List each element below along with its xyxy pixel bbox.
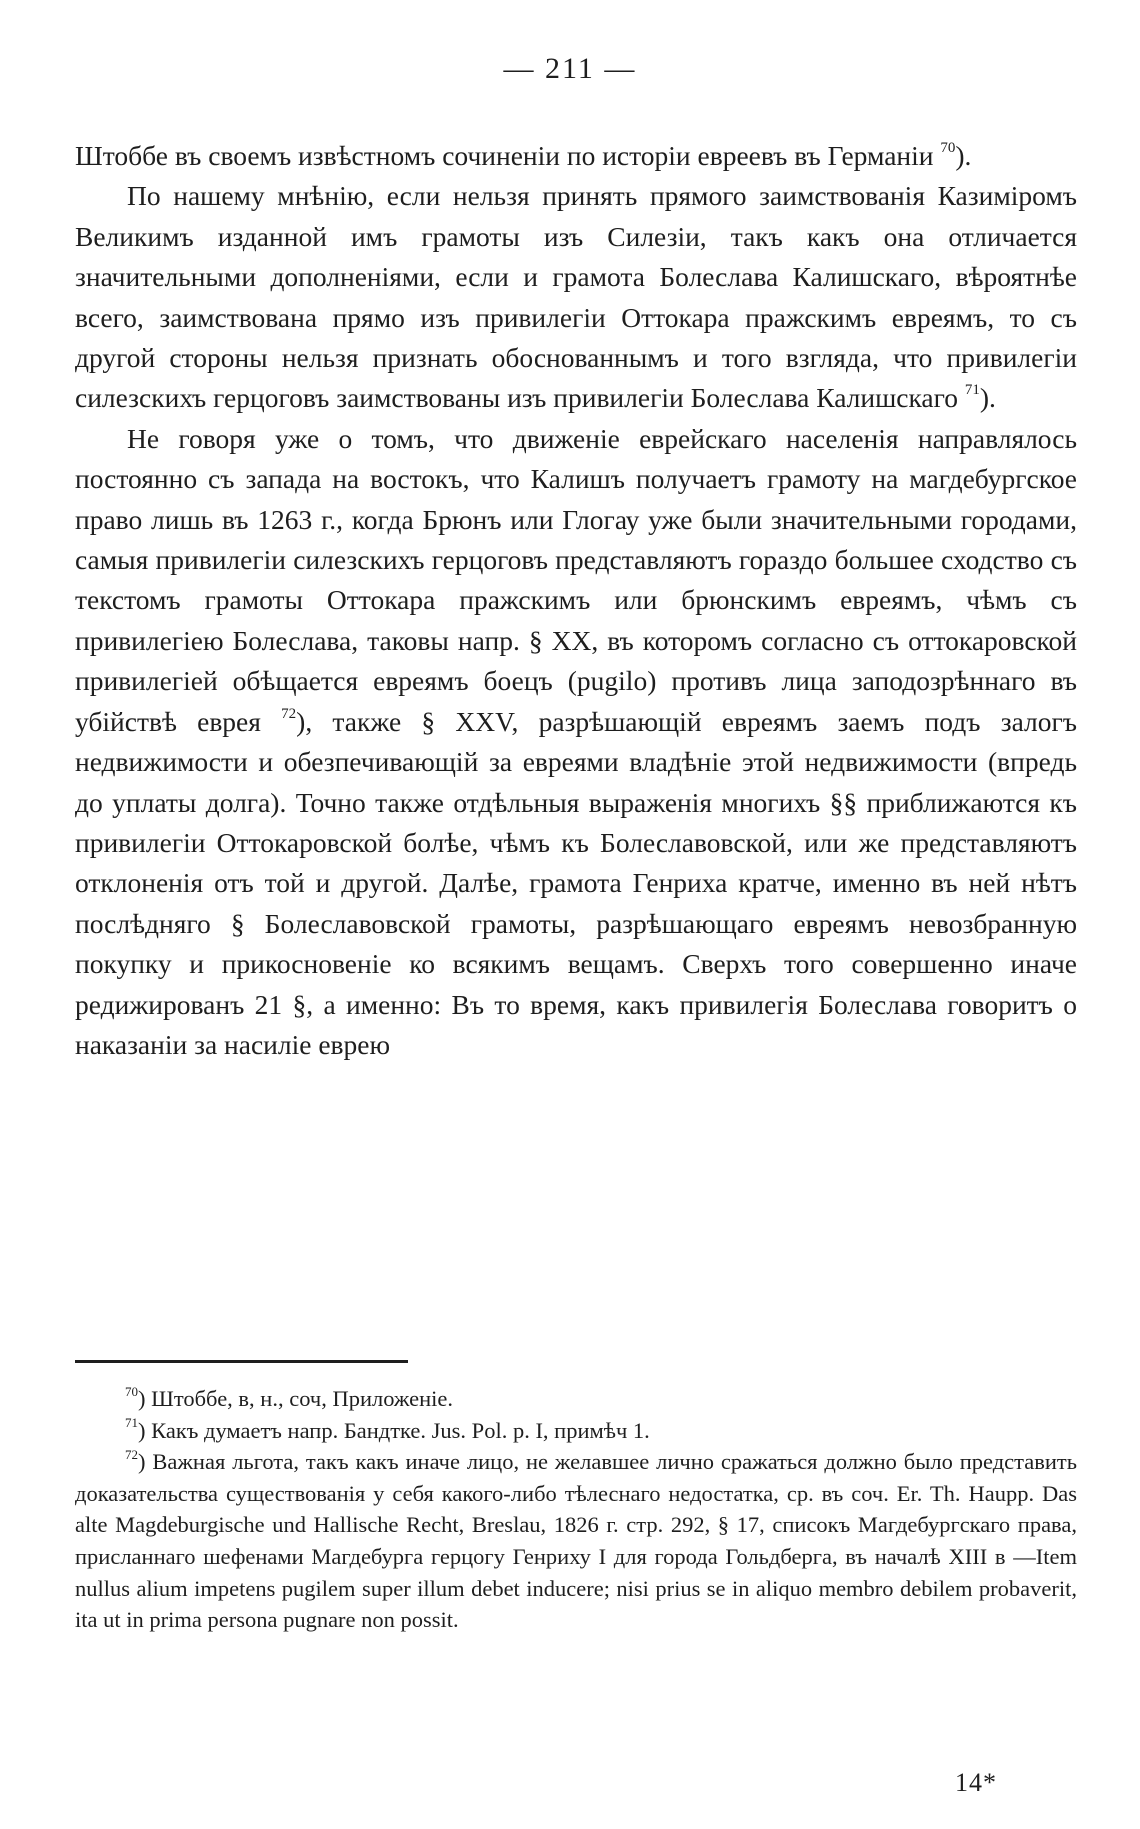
- footnotes: [75, 1383, 1077, 1636]
- paragraph-3-text: Не говоря уже о томъ, что движеніе еврейскаго населенія направлялось постоянно съ запада на востокъ, что Калишъ получаетъ грамоту на магдебургское право лишь въ 1263 г., когда Брюнъ или Глогау уже были значительными городами, самыя привилегіи силезскихъ герцоговъ представляютъ гораздо большее сходство съ текстомъ грамоты Оттокара пражскимъ или брюнскимъ евреямъ, чѣмъ съ привилегіею Болеслава, таковы напр. § XX, въ которомъ согласно съ оттокаровской привилегіей обѣщается евреямъ боецъ (pugilo) противъ лица заподозрѣннаго въ убійствѣ еврея: [75, 422, 1077, 737]
- footnote-71: [75, 1415, 1077, 1447]
- paragraph-1: [75, 136, 1077, 176]
- paragraph-2-end: ).: [979, 382, 996, 414]
- signature-mark: 14*: [955, 1768, 997, 1797]
- page-number: — 211 —: [503, 52, 637, 85]
- main-text: [75, 136, 1077, 1065]
- footnote-separator: [75, 1360, 408, 1363]
- footnote-ref-72: 72: [281, 705, 297, 722]
- footnote-72: [75, 1446, 1077, 1636]
- footnote-ref-71: 71: [964, 382, 980, 399]
- footnote-text: ) Штоббе, в, н., соч, Приложеніе.: [138, 1386, 454, 1411]
- paragraph-2-text: По нашему мнѣнію, если нельзя принять прямого заимствованія Казиміромъ Великимъ изданной имъ грамоты изъ Силезіи, такъ какъ она отличается значительными дополненіями, если и грамота Болеслава Калишскаго, вѣроятнѣе всего, заимствована прямо изъ привилегіи Оттокара пражскимъ евреямъ, то съ другой стороны нельзя признать обоснованнымъ и того взгляда, что привилегіи силезскихъ герцоговъ заимствованы изъ привилегіи Болеслава Калишскаго: [75, 180, 1077, 414]
- footnote-ref-70: 70: [940, 139, 956, 156]
- paragraph-3: [75, 419, 1077, 1066]
- footnote-text: ) Какъ думаетъ напр. Бандтке. Jus. Pol. p. I, примѣч 1.: [138, 1417, 650, 1443]
- paragraph-3-continuation: ), также § XXV, разрѣшающій евреямъ заемъ подъ залогъ недвижимости и обезпечивающій за евреями владѣніе этой недвижимости (впредь до уплаты долга). Точно также отдѣльныя выраженія многихъ §§ приближаются къ привилегіи Оттокаровской болѣе, чѣмъ къ Болеславовской, или же представляютъ отклоненія отъ той и другой. Далѣе, грамота Генриха кратче, именно въ ней нѣтъ послѣдняго § Болеславовской грамоты, разрѣшающаго евреямъ невозбранную покупку и прикосновеніе ко всякимъ вещамъ. Сверхъ того совершенно иначе редижированъ 21 §, а именно: Въ то время, какъ привилегія Болеслава говоритъ о наказаніи за насиліе еврею: [75, 705, 1077, 1060]
- footnote-mark: 71: [125, 1415, 138, 1431]
- footnote-mark: 70: [125, 1383, 138, 1399]
- footnote-text: ) Важная льгота, такъ какъ иначе лицо, не желавшее лично сражаться должно было представить доказательства существованія у себя какого-либо тѣлеснаго недостатка, ср. въ соч. Er. Th. Haupp. Das alte Magdeburgische und Hallische Recht, Breslau, 1826 г. стр. 292, § 17, списокъ Магдебургскаго права, присланнаго шефенами Магдебурга герцогу Генриху I для города Гольдберга, въ началѣ XIII в —Item nullus alium impetens pugilem super illum debet inducere; nisi prius se in aliquo membro debilem probaverit, ita ut in prima persona pugnare non possit.: [75, 1449, 1077, 1633]
- footnote-70: [75, 1383, 1077, 1415]
- paragraph-2: [75, 176, 1077, 418]
- paragraph-1-text: Штоббе въ своемъ извѣстномъ сочиненіи по исторіи евреевъ въ Германіи: [75, 140, 941, 171]
- footnote-mark: 72: [125, 1446, 138, 1462]
- paragraph-1-end: ).: [955, 140, 972, 171]
